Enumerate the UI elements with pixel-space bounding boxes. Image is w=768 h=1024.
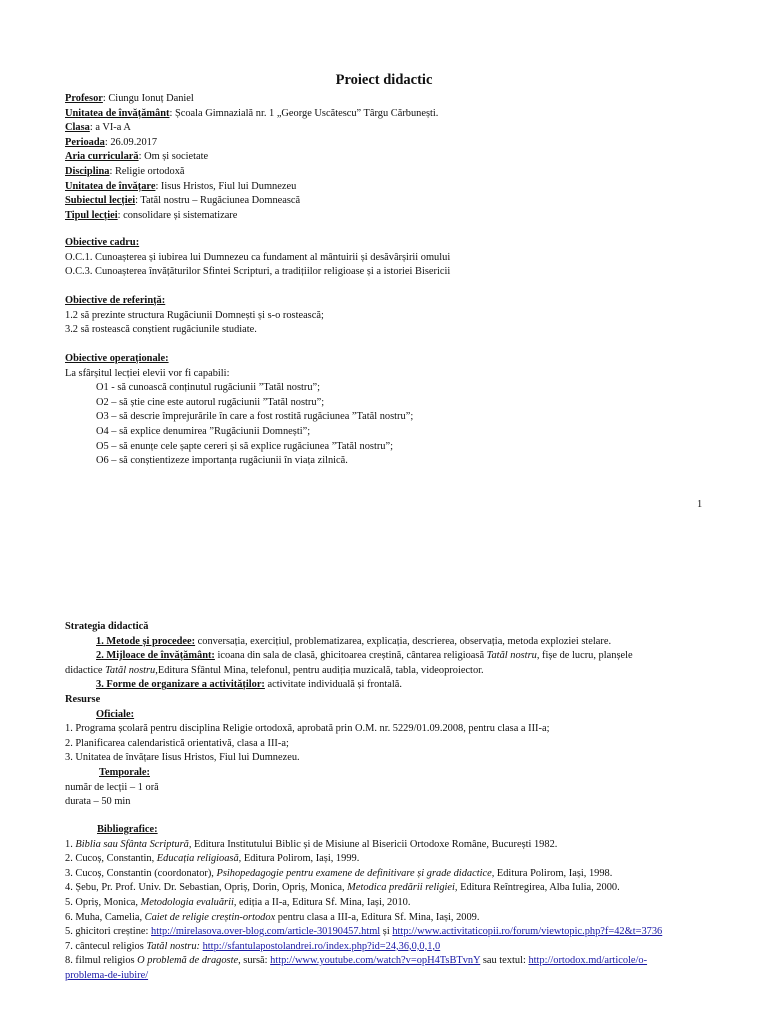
item-label: 1. Metode și procedee: — [96, 635, 196, 647]
field-clasa — [65, 121, 715, 136]
field-label: Unitatea de învățământ — [65, 107, 170, 119]
field-unitatea — [65, 107, 715, 122]
item-text: 1. — [65, 838, 76, 850]
field-label: Tipul lecției — [65, 209, 118, 221]
item-text: ,Editura Sfântul Mina, telefonul, pentru audiția muzicală, tabla, videoproiector. — [155, 664, 484, 676]
item-text: 8. filmul religios — [65, 955, 138, 967]
list-item — [65, 867, 715, 882]
field-label: Clasa — [65, 122, 90, 134]
item-text: conversația, exercițiul, problematizarea, explicația, descrierea, observația, metoda exploziei stelare. — [195, 635, 612, 647]
item-label: 2. Mijloace de învățământ: — [96, 650, 215, 662]
item-text-italic: Psihopedagogie pentru examene de definitivare și grade didactice, — [216, 867, 495, 879]
field-disciplina — [65, 165, 715, 180]
item-text: , sursă: — [238, 955, 271, 967]
field-value: : Tatăl nostru – Rugăciunea Domnească — [135, 195, 301, 207]
field-value: : a VI-a A — [89, 122, 131, 134]
item-text: Editura Reîntregirea, Alba Iulia, 2000. — [457, 882, 620, 894]
item-text-italic: Tatăl nostru — [486, 650, 537, 662]
item-text: activitate individuală și frontală. — [264, 679, 402, 691]
item-label: 3. Forme de organizare a activităților: — [96, 679, 265, 691]
list-item — [65, 838, 715, 853]
field-unitatea-invatare — [65, 180, 715, 195]
item-text-italic: O problemă de dragoste — [137, 955, 239, 967]
item-text-italic: Tatăl nostru — [105, 664, 156, 676]
field-subiect — [65, 194, 715, 209]
obiective-referinta-section — [65, 294, 715, 338]
strategia-metode — [65, 635, 715, 650]
hyperlink[interactable]: http://ortodox.md/articole/o- — [528, 955, 648, 967]
hyperlink[interactable]: http://mirelasova.over-blog.com/article-30190457.html — [151, 926, 381, 938]
list-item: 1.2 să prezinte structura Rugăciunii Domnești și s-o rostească; — [65, 309, 324, 321]
item-text-italic: Metodologia evaluării — [140, 896, 234, 908]
hyperlink[interactable]: http://www.activitaticopii.ro/forum/viewtopic.php?f=42&t=3736 — [392, 926, 663, 938]
header-fields — [65, 92, 715, 223]
list-item: 2. Planificarea calendaristică orientativă, clasa a III-a; — [65, 737, 289, 749]
field-aria — [65, 150, 715, 165]
list-item: O6 – să conștientizeze importanța rugăciunii în viața zilnică. — [96, 455, 348, 467]
strategia-section — [65, 620, 715, 693]
list-item: 1. Programa școlară pentru disciplina Religie ortodoxă, aprobată prin O.M. nr. 5229/01.09.2008, pentru clasa a III-a; — [65, 723, 550, 735]
subsection-heading: Bibliografice: — [97, 824, 158, 835]
list-item — [65, 896, 715, 911]
list-item: O.C.1. Cunoașterea și iubirea lui Dumnezeu ca fundament al mântuirii și desăvârșirii omului — [65, 251, 451, 263]
list-item: O.C.3. Cunoașterea învățăturilor Sfintei Scripturi, a tradițiilor religioase și a istoriei Bisericii — [65, 266, 451, 278]
item-text-italic: Biblia sau Sfânta Scriptură, — [75, 838, 192, 850]
section-heading: Obiective cadru: — [65, 237, 140, 248]
list-item — [65, 881, 715, 896]
field-label: Subiectul lecției — [65, 195, 136, 207]
field-value: : Iisus Hristos, Fiul lui Dumnezeu — [155, 180, 297, 192]
item-text: 5. ghicitori creștine: — [65, 926, 151, 938]
subsection-heading: Temporale: — [99, 766, 150, 778]
item-text: Editura Polirom, Iași, 1999. — [241, 853, 360, 865]
list-item: O4 – să explice denumirea ”Rugăciunii Domnești”; — [96, 425, 311, 437]
list-item — [65, 925, 715, 940]
obiective-cadru-section — [65, 236, 715, 280]
resurse-section — [65, 693, 715, 810]
field-value: : Religie ortodoxă — [109, 165, 185, 177]
list-item: O2 – să știe cine este autorul rugăciunii ”Tatăl nostru”; — [96, 396, 325, 408]
section-heading: Strategia didactică — [65, 621, 149, 632]
list-item: O5 – să enunțe cele șapte cereri și să explice rugăciunea ”Tatăl nostru”; — [96, 440, 394, 452]
list-item — [65, 852, 715, 867]
bibliografie-section — [65, 823, 715, 984]
item-text: sau textul: — [480, 955, 529, 967]
list-item — [65, 954, 715, 969]
list-item — [65, 940, 715, 955]
strategia-forme — [65, 678, 715, 693]
field-value: : Om și societate — [138, 151, 209, 163]
section-heading: Resurse — [65, 694, 101, 705]
item-text: 7. cântecul religios — [65, 940, 147, 952]
item-text: Editura Polirom, Iași, 1998. — [494, 867, 613, 879]
field-tipul — [65, 209, 715, 224]
list-item — [65, 911, 715, 926]
page-number: 1 — [697, 499, 703, 510]
item-text-italic: Tatăl nostru: — [146, 940, 200, 952]
hyperlink[interactable]: http://sfantulapostolandrei.ro/index.php?id=24,36,0,0,1,0 — [202, 940, 441, 952]
item-text: 2. Cucoș, Constantin, — [65, 853, 157, 865]
field-label: Unitatea de învățare — [65, 180, 156, 192]
field-label: Profesor — [65, 93, 103, 104]
section-intro: La sfârșitul lecției elevii vor fi capabili: — [65, 367, 230, 379]
list-item: O3 – să descrie împrejurările în care a fost rostită rugăciunea ”Tatăl nostru”; — [96, 411, 414, 423]
item-text: 6. Muha, Camelia, — [65, 911, 145, 923]
item-text: didactice — [65, 664, 106, 676]
field-value: : Școala Gimnazială nr. 1 „George Uscătescu” Târgu Cărbunești. — [169, 107, 439, 119]
strategia-mijloace — [65, 649, 715, 664]
item-text: 3. Cucoș, Constantin (coordonator), — [65, 867, 217, 879]
list-item: O1 - să cunoască conținutul rugăciunii ”Tatăl nostru”; — [96, 382, 321, 394]
list-item: număr de lecții – 1 oră — [65, 781, 159, 793]
field-value: : Ciungu Ionuț Daniel — [102, 93, 194, 104]
field-label: Disciplina — [65, 165, 110, 177]
obiective-operationale-section — [65, 352, 715, 469]
field-value: : consolidare și sistematizare — [117, 209, 238, 221]
item-text: , ediția a II-a, Editura Sf. Mina, Iași, 2010. — [233, 896, 411, 908]
field-label: Perioada — [65, 136, 105, 148]
field-value: : 26.09.2017 — [104, 136, 158, 148]
item-text-italic: Caiet de religie creștin-ortodox — [144, 911, 276, 923]
section-heading: Obiective de referință: — [65, 295, 166, 306]
item-text: , fișe de lucru, planșele — [536, 650, 633, 662]
item-text: și — [380, 926, 393, 938]
item-text-italic: Educația religioasă, — [156, 853, 242, 865]
list-item — [65, 969, 715, 984]
list-item: 3. Unitatea de învățare Iisus Hristos, Fiul lui Dumnezeu. — [65, 752, 300, 764]
item-text: pentru clasa a III-a, Editura Sf. Mina, Iași, 2009. — [275, 911, 480, 923]
item-text: Editura Institutului Biblic și de Misiune al Bisericii Ortodoxe Române, București 1982. — [191, 838, 558, 850]
field-label: Aria curriculară — [65, 151, 139, 163]
field-profesor — [65, 92, 715, 107]
strategia-mijloace-cont — [65, 664, 715, 679]
item-text: 4. Șebu, Pr. Prof. Univ. Dr. Sebastian, Opriș, Dorin, Opriș, Monica, — [65, 882, 348, 894]
list-item: durata – 50 min — [65, 796, 131, 808]
item-text: 5. Opriș, Monica, — [65, 896, 141, 908]
item-text: icoana din sala de clasă, ghicitoarea creștină, cântarea religioasă — [214, 650, 487, 662]
document-title: Proiect didactic — [335, 72, 433, 88]
hyperlink[interactable]: http://www.youtube.com/watch?v=opH4TsBTvnY — [270, 955, 481, 967]
section-heading: Obiective operaționale: — [65, 353, 169, 364]
subsection-heading: Oficiale: — [96, 708, 135, 720]
hyperlink[interactable]: problema-de-iubire/ — [65, 969, 149, 981]
field-perioada — [65, 136, 715, 151]
list-item: 3.2 să rostească conștient rugăciunile studiate. — [65, 324, 257, 336]
item-text-italic: Metodica predării religiei, — [347, 882, 458, 894]
